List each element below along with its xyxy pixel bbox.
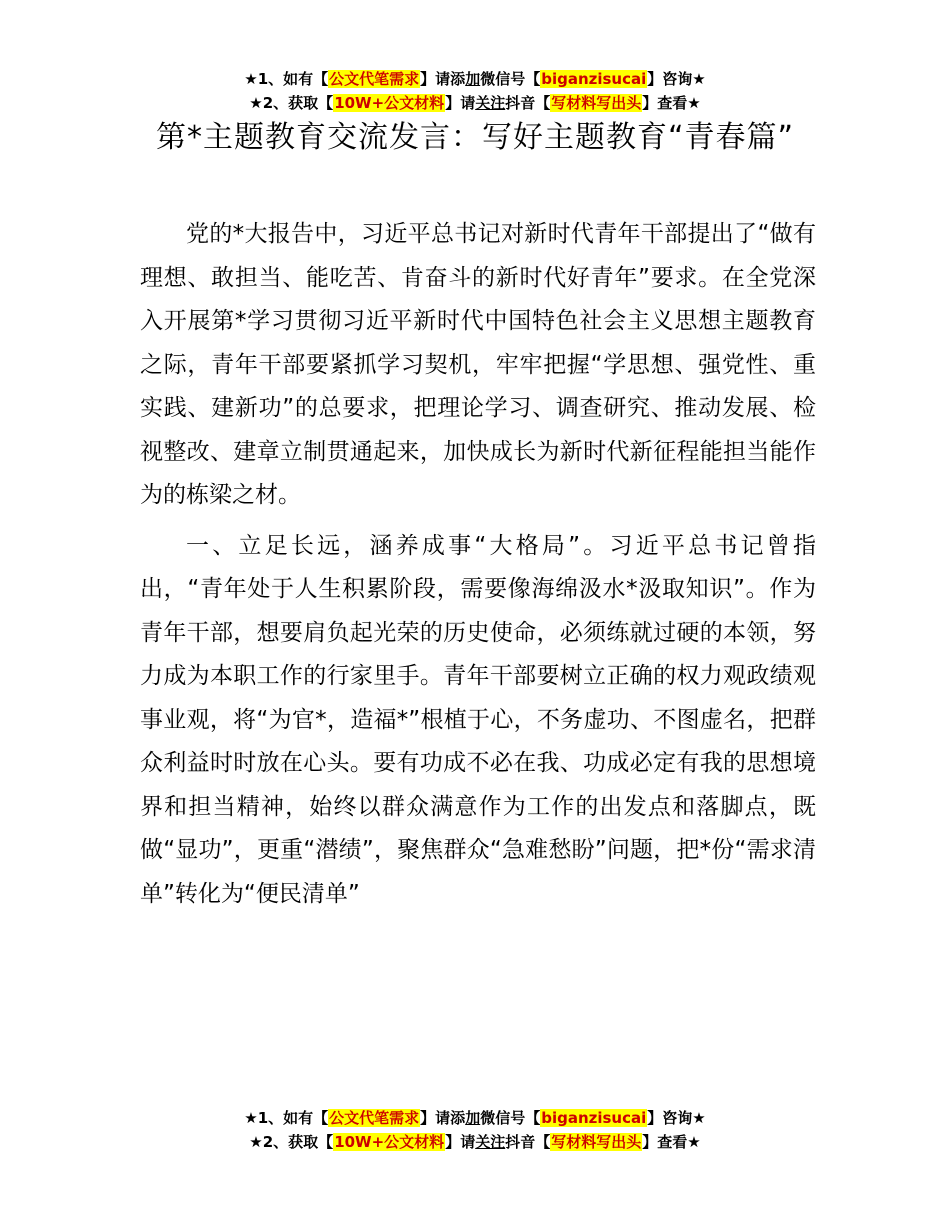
banner-text: 】咨询★ (647, 1109, 706, 1127)
document-body (140, 213, 816, 923)
banner-text-underlined: 加 (465, 70, 481, 88)
banner-text: 微信号【 (480, 70, 541, 88)
banner-line-1 (0, 67, 950, 91)
highlight-materials: 10W+公文材料 (334, 1133, 445, 1151)
paragraph-intro: 党的*大报告中，习近平总书记对新时代青年干部提出了“做有理想、敢担当、能吃苦、肯奋斗的新时代好青年”要求。在全党深入开展第*学习贯彻习近平新时代中国特色社会主义思想主题教育之际，青年干部要紧抓学习契机，牢牢把握“学思想、强党性、重实践、建新功”的总要求，把理论学习、调查研究、推动发展、检视整改、建章立制贯通起来，加快成长为新时代新征程能担当能作为的栋梁之材。 (140, 221, 816, 508)
paragraph-section-1: 一、立足长远，涵养成事“大格局”。习近平总书记曾指出，“青年处于人生积累阶段，需要像海绵汲水*汲取知识”。作为青年干部，想要肩负起光荣的历史使命，必须练就过硬的本领，努力成为本职工作的行家里手。青年干部要树立正确的权力观政绩观事业观，将“为官*，造福*”根植于心，不务虚功、不图虚名，把群众利益时时放在心头。要有功成不必在我、功成必定有我的思想境界和担当精神，始终以群众满意作为工作的出发点和落脚点，既做“显功”，更重“潜绩”，聚焦群众“急难愁盼”问题，把*份“需求清单”转化为“便民清单” (140, 532, 816, 907)
banner-text: 】请 (445, 94, 476, 112)
highlight-service: 公文代笔需求 (329, 1109, 420, 1127)
banner-text: 】请添 (420, 70, 466, 88)
banner-line-2 (0, 91, 950, 115)
banner-text: ★1、如有【 (244, 70, 329, 88)
banner-text: 微信号【 (480, 1109, 541, 1127)
highlight-douyin-id: 写材料写出头 (551, 1133, 642, 1151)
banner-text: 】查看★ (642, 1133, 701, 1151)
banner-text-underlined: 关注 (475, 94, 506, 112)
highlight-douyin-id: 写材料写出头 (551, 94, 642, 112)
banner-text: ★1、如有【 (244, 1109, 329, 1127)
banner-line-2 (0, 1130, 950, 1154)
highlight-materials: 10W+公文材料 (334, 94, 445, 112)
highlight-wechat-id: biganzisucai (541, 1109, 647, 1127)
banner-line-1 (0, 1106, 950, 1130)
banner-text: 抖音【 (505, 1133, 551, 1151)
highlight-service: 公文代笔需求 (329, 70, 420, 88)
header-banner (0, 67, 950, 115)
banner-text: ★2、获取【 (249, 94, 334, 112)
banner-text: ★2、获取【 (249, 1133, 334, 1151)
document-title: 第*主题教育交流发言：写好主题教育“青春篇” (155, 120, 795, 155)
banner-text: 】咨询★ (647, 70, 706, 88)
banner-text-underlined: 关注 (475, 1133, 506, 1151)
footer-banner (0, 1106, 950, 1154)
banner-text: 】请添 (420, 1109, 466, 1127)
highlight-wechat-id: biganzisucai (541, 70, 647, 88)
banner-text: 】请 (445, 1133, 476, 1151)
banner-text: 】查看★ (642, 94, 701, 112)
banner-text-underlined: 加 (465, 1109, 481, 1127)
banner-text: 抖音【 (505, 94, 551, 112)
